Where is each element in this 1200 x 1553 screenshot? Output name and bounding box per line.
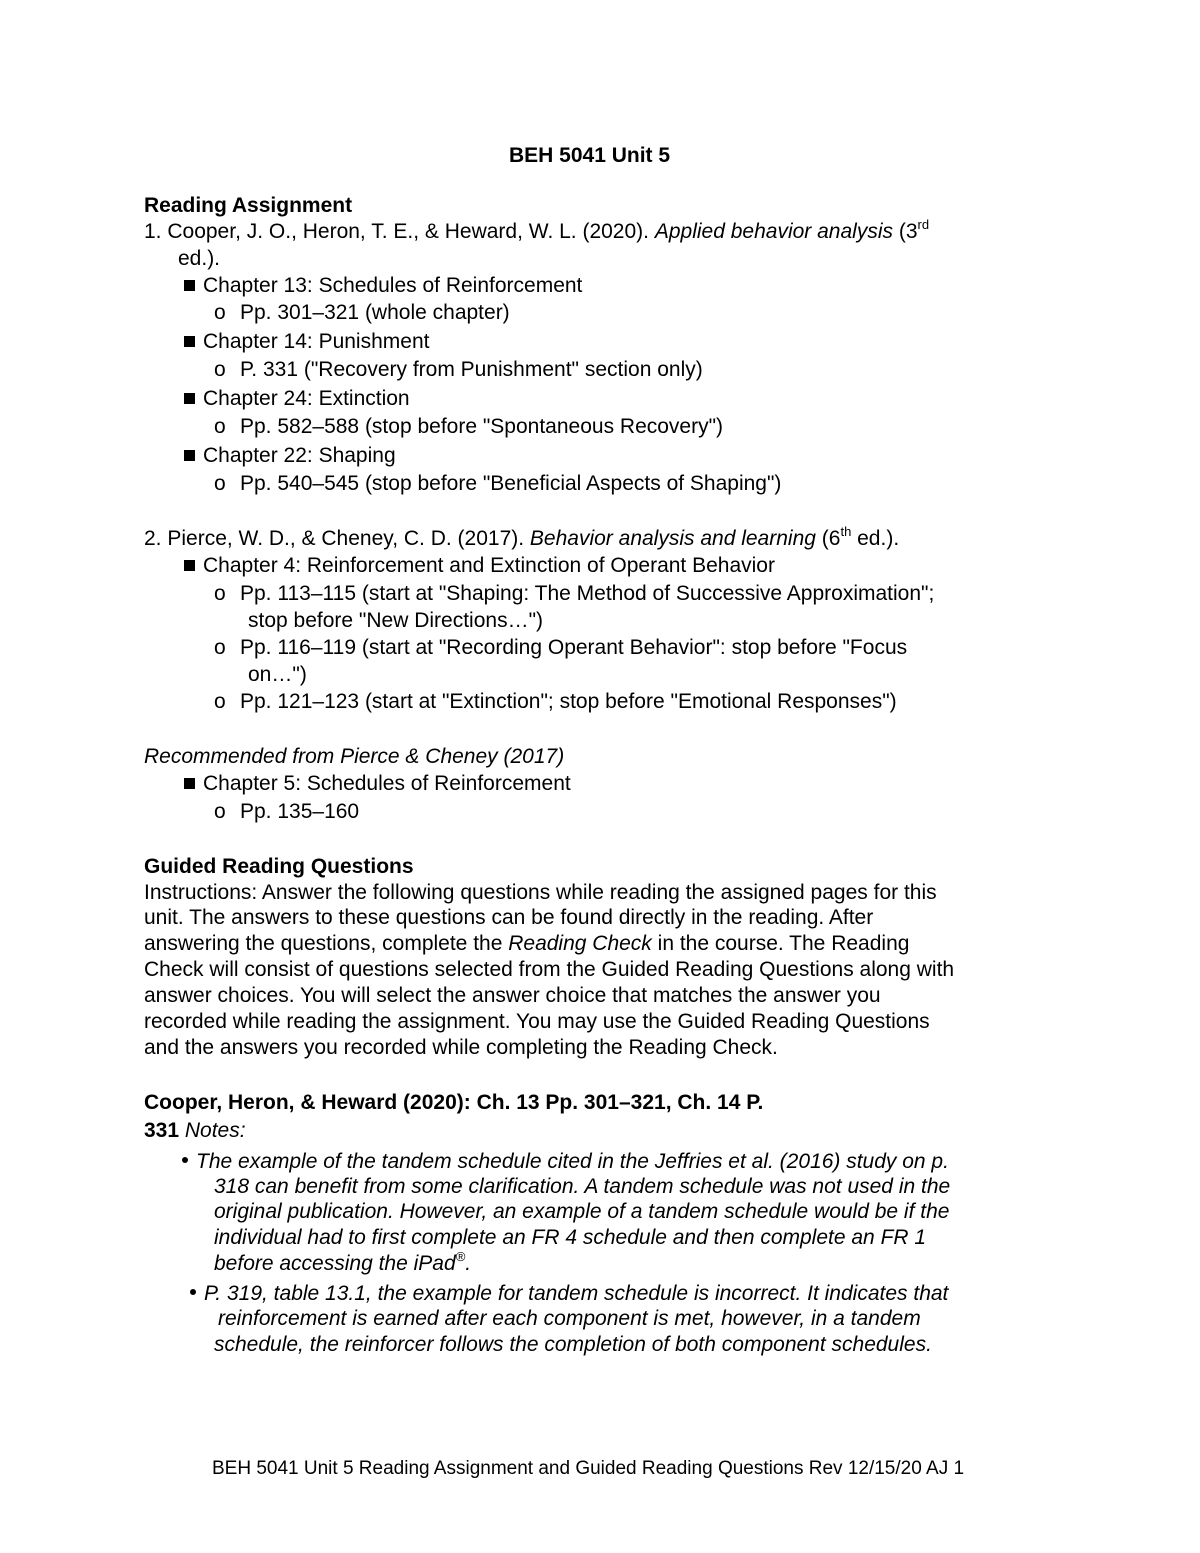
instructions-line: recorded while reading the assignment. You may use the Guided Reading Questions (144, 1010, 930, 1033)
reference-1: 1. Cooper, J. O., Heron, T. E., & Heward, W. L. (2020). Applied behavior analysis (3rd (144, 217, 930, 243)
page-item-cont: stop before "New Directions…") (248, 609, 544, 632)
page-item: o Pp. 582–588 (stop before "Spontaneous Recovery") (214, 415, 724, 438)
square-bullet-icon (184, 336, 195, 347)
instructions-line: Check will consist of questions selected from the Guided Reading Questions along with (144, 958, 955, 981)
page-item: o Pp. 540–545 (stop before "Beneficial Aspects of Shaping") (214, 472, 782, 495)
square-bullet-icon (184, 450, 195, 461)
reading-assignment-heading: Reading Assignment (144, 194, 353, 217)
page-item: o Pp. 116–119 (start at "Recording Operant Behavior": stop before "Focus (214, 636, 908, 659)
page-item: o Pp. 301–321 (whole chapter) (214, 301, 510, 324)
chapter-item: Chapter 4: Reinforcement and Extinction of Operant Behavior (184, 553, 775, 579)
instructions-line: and the answers you recorded while completing the Reading Check. (144, 1036, 778, 1059)
note-item: The example of the tandem schedule cited in the Jeffries et al. (2016) study on p. (182, 1149, 949, 1175)
square-bullet-icon (184, 778, 195, 789)
note-item-cont: original publication. However, an example of a tandem schedule would be if the (214, 1200, 950, 1223)
square-bullet-icon (184, 393, 195, 404)
note-item: P. 319, table 13.1, the example for tandem schedule is incorrect. It indicates that (190, 1281, 948, 1307)
guided-heading: Guided Reading Questions (144, 855, 414, 878)
chapter-item: Chapter 13: Schedules of Reinforcement (184, 273, 582, 299)
bullet-icon (182, 1157, 188, 1163)
chapter-item: Chapter 5: Schedules of Reinforcement (184, 771, 571, 797)
page-item: o P. 331 ("Recovery from Punishment" section only) (214, 358, 703, 381)
note-item-cont: individual had to first complete an FR 4 schedule and then complete an FR 1 (214, 1226, 927, 1249)
instructions-line: Instructions: Answer the following questions while reading the assigned pages for this (144, 881, 937, 904)
square-bullet-icon (184, 560, 195, 571)
page-title: BEH 5041 Unit 5 (509, 144, 671, 167)
chapter-item: Chapter 24: Extinction (184, 386, 410, 412)
note-item-cont: 318 can benefit from some clarification. A tandem schedule was not used in the (214, 1175, 951, 1198)
instructions-line: unit. The answers to these questions can be found directly in the reading. After (144, 906, 874, 929)
page-item: o Pp. 135–160 (214, 800, 360, 823)
page-footer: BEH 5041 Unit 5 Reading Assignment and Guided Reading Questions Rev 12/15/20 AJ 1 (212, 1458, 965, 1479)
instructions-line: answering the questions, complete the Reading Check in the course. The Reading (144, 932, 910, 955)
note-item-cont: reinforcement is earned after each component is met, however, in a tandem (218, 1307, 921, 1330)
page-item: o Pp. 113–115 (start at "Shaping: The Method of Successive Approximation"; (214, 582, 935, 605)
note-item-cont: before accessing the iPad®. (214, 1249, 472, 1275)
page-item-cont: on…") (248, 663, 307, 686)
bullet-icon (190, 1289, 196, 1295)
square-bullet-icon (184, 280, 195, 291)
recommended-heading: Recommended from Pierce & Cheney (2017) (144, 745, 565, 768)
page-item: o Pp. 121–123 (start at "Extinction"; stop before "Emotional Responses") (214, 690, 897, 713)
section-heading: Cooper, Heron, & Heward (2020): Ch. 13 Pp. 301–321, Ch. 14 P. (144, 1091, 764, 1114)
reference-1-cont: ed.). (178, 247, 221, 270)
chapter-item: Chapter 14: Punishment (184, 329, 429, 355)
note-item-cont: schedule, the reinforcer follows the completion of both component schedules. (214, 1333, 932, 1356)
chapter-item: Chapter 22: Shaping (184, 443, 396, 469)
instructions-line: answer choices. You will select the answer choice that matches the answer you (144, 984, 881, 1007)
section-heading-cont: 331 Notes: (144, 1119, 246, 1142)
reference-2: 2. Pierce, W. D., & Cheney, C. D. (2017). Behavior analysis and learning (6th ed.). (144, 524, 900, 550)
